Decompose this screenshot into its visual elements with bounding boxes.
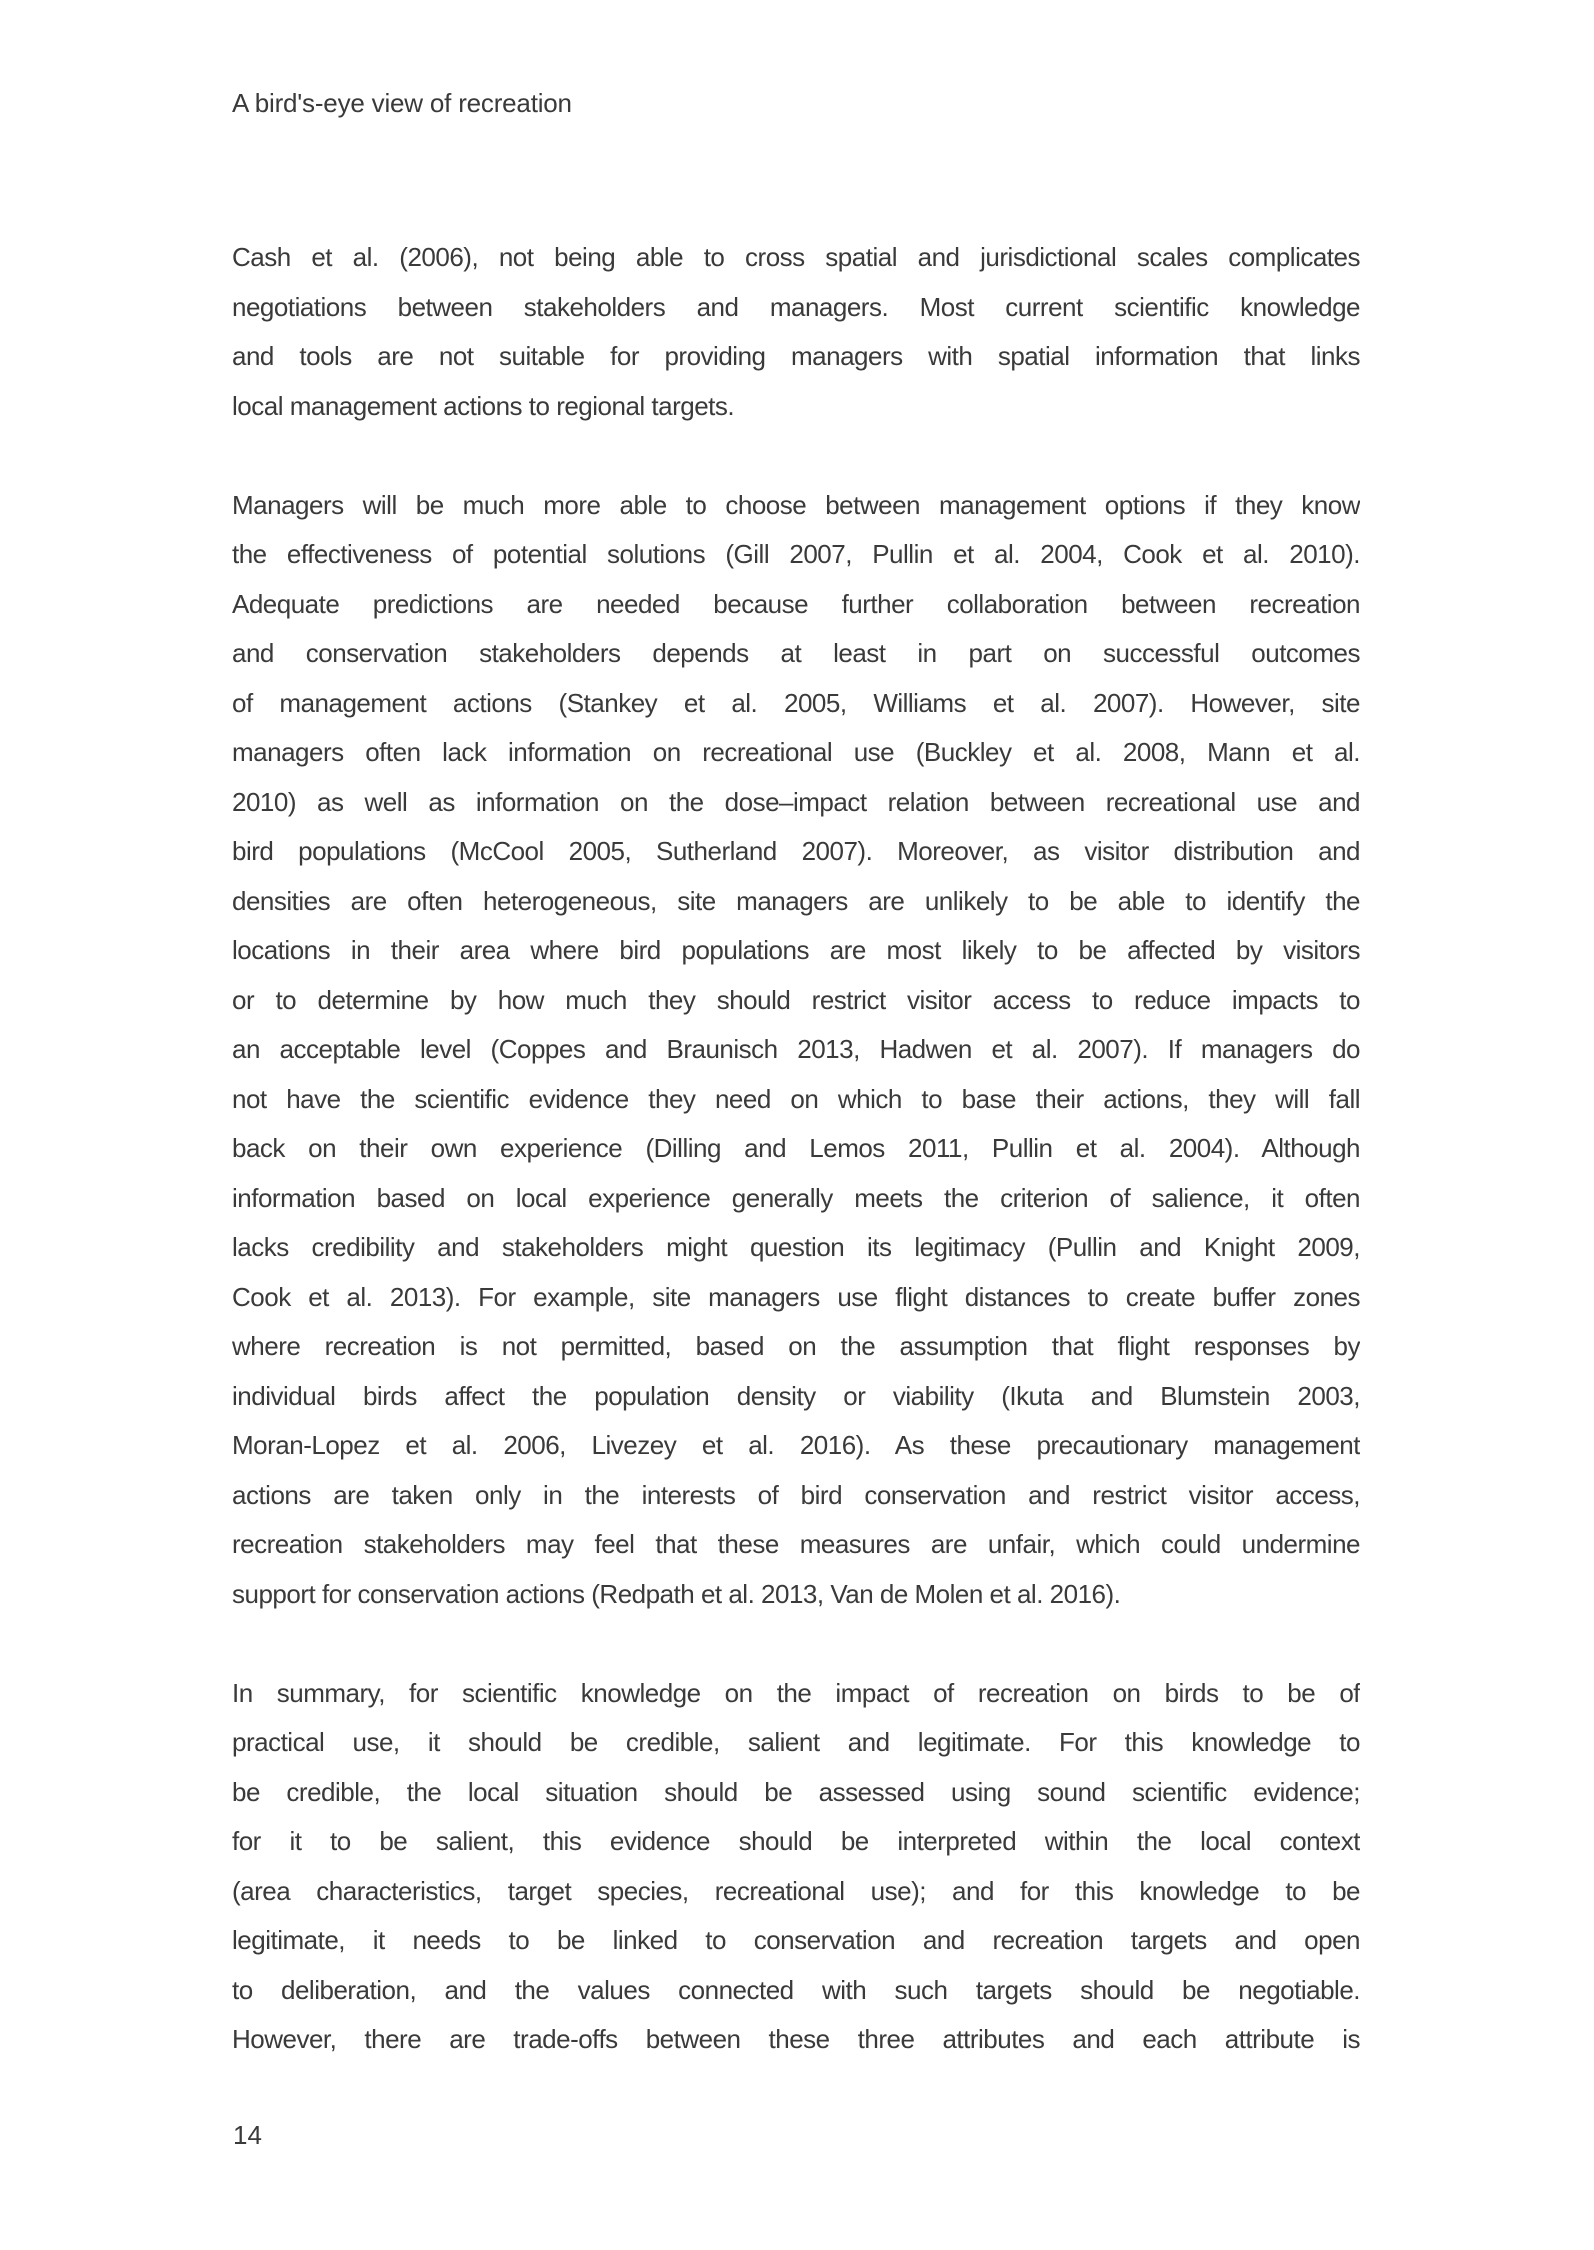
text-line: negotiations between stakeholders and managers. Most current scientific knowledge [232, 291, 1360, 322]
text-line: Cook et al. 2013). For example, site managers use flight distances to create buffer zones [232, 1281, 1360, 1312]
text-line: an acceptable level (Coppes and Braunisch 2013, Hadwen et al. 2007). If managers do [232, 1034, 1360, 1064]
text-line: support for conservation actions (Redpath et al. 2013, Van de Molen et al. 2016). [232, 1578, 1121, 1609]
text-line: Managers will be much more able to choose between management options if they know [232, 489, 1360, 520]
text-line: not have the scientific evidence they need on which to base their actions, they will fall [232, 1083, 1360, 1114]
text-line: actions are taken only in the interests of bird conservation and restrict visitor access, [232, 1479, 1360, 1510]
text-line: and conservation stakeholders depends at least in part on successful outcomes [232, 638, 1360, 668]
text-line: 2010) as well as information on the dose–impact relation between recreational use and [232, 786, 1360, 817]
text-line: However, there are trade-offs between these three attributes and each attribute is [232, 2024, 1360, 2054]
text-line: for it to be salient, this evidence should be interpreted within the local context [232, 1826, 1360, 1856]
text-line: legitimate, it needs to be linked to conservation and recreation targets and open [232, 1925, 1360, 1955]
text-line: back on their own experience (Dilling and Lemos 2011, Pullin et al. 2004). Although [232, 1133, 1360, 1163]
text-line: Cash et al. (2006), not being able to cross spatial and jurisdictional scales complicates [232, 242, 1360, 272]
page-number: 14 [233, 2120, 262, 2150]
text-line: individual birds affect the population density or viability (Ikuta and Blumstein 2003, [232, 1380, 1360, 1411]
text-line: lacks credibility and stakeholders might question its legitimacy (Pullin and Knight 2009, [232, 1232, 1360, 1262]
text-line: recreation stakeholders may feel that these measures are unfair, which could undermine [232, 1529, 1360, 1559]
paragraph [232, 481, 1360, 1620]
text-line: where recreation is not permitted, based on the assumption that flight responses by [232, 1331, 1360, 1361]
paragraph [232, 233, 1360, 431]
text-line: locations in their area where bird populations are most likely to be affected by visitors [232, 935, 1360, 965]
text-line: Moran-Lopez et al. 2006, Livezey et al. 2016). As these precautionary management [232, 1430, 1360, 1460]
text-line: (area characteristics, target species, recreational use); and for this knowledge to be [232, 1875, 1360, 1906]
text-line: managers often lack information on recreational use (Buckley et al. 2008, Mann et al. [232, 737, 1360, 767]
running-header: A bird's-eye view of recreation [232, 88, 572, 118]
text-line: bird populations (McCool 2005, Sutherland 2007). Moreover, as visitor distribution and [232, 836, 1360, 866]
text-line: or to determine by how much they should restrict visitor access to reduce impacts to [232, 984, 1360, 1015]
body-text [232, 233, 1360, 2065]
paragraph [232, 1669, 1360, 2065]
text-line: information based on local experience generally meets the criterion of salience, it often [232, 1182, 1360, 1213]
text-line: be credible, the local situation should be assessed using sound scientific evidence; [232, 1776, 1360, 1807]
text-line: to deliberation, and the values connected with such targets should be negotiable. [232, 1974, 1360, 2005]
text-line: and tools are not suitable for providing managers with spatial information that links [232, 341, 1360, 371]
text-line: Adequate predictions are needed because further collaboration between recreation [232, 588, 1360, 619]
text-line: In summary, for scientific knowledge on the impact of recreation on birds to be of [232, 1677, 1360, 1708]
text-line: of management actions (Stankey et al. 2005, Williams et al. 2007). However, site [232, 687, 1360, 718]
text-line: practical use, it should be credible, salient and legitimate. For this knowledge to [232, 1727, 1360, 1757]
text-line: the effectiveness of potential solutions (Gill 2007, Pullin et al. 2004, Cook et al. 2010). [232, 539, 1360, 569]
text-line: local management actions to regional targets. [232, 390, 735, 421]
text-line: densities are often heterogeneous, site managers are unlikely to be able to identify the [232, 885, 1360, 916]
